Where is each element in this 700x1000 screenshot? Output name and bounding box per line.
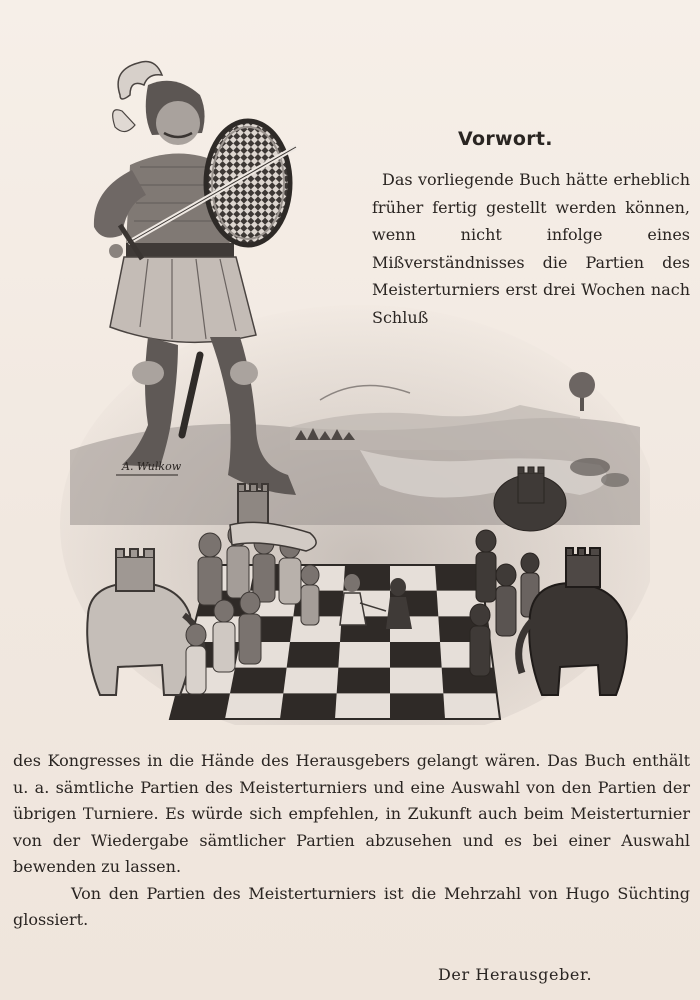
intro-paragraph: Das vorliegende Buch hätte erheblich früher fertig gestellt werden können, wenn nicht infolge eines Mißverständnisses die Partien des Meisterturniers erst drei Wochen nach Schluß: [372, 170, 690, 327]
signature: Der Herausgeber.: [438, 965, 593, 984]
continuation-paragraph: des Kongresses in die Hände des Herausgebers gelangt wären. Das Buch enthält u. a. sämtliche Partien des Meisterturniers und eine Auswahl von den Partien der übrigen Turniere. Es würde sich empfehlen, in Zukunft auch beim Meisterturnier von der Wiedergabe sämtlicher Partien abzusehen und es bei einer Auswahl bewenden zu lassen.: [13, 751, 690, 876]
artist-signature: A. Wulkow: [122, 460, 182, 473]
page-title: Vorwort.: [458, 128, 553, 150]
board-square: [390, 693, 445, 719]
board-square: [390, 642, 442, 668]
second-paragraph: Von den Partien des Meisterturniers ist die Mehrzahl von Hugo Süchting glossiert.: [13, 883, 690, 929]
knight-chess-illustration: [60, 55, 650, 725]
board-square: [337, 668, 390, 694]
board-square: [230, 668, 287, 694]
board-square: [170, 693, 230, 719]
body-text: [13, 748, 690, 934]
board-square: [280, 693, 337, 719]
intro-paragraph-block: [372, 166, 690, 332]
board-square: [287, 642, 340, 668]
